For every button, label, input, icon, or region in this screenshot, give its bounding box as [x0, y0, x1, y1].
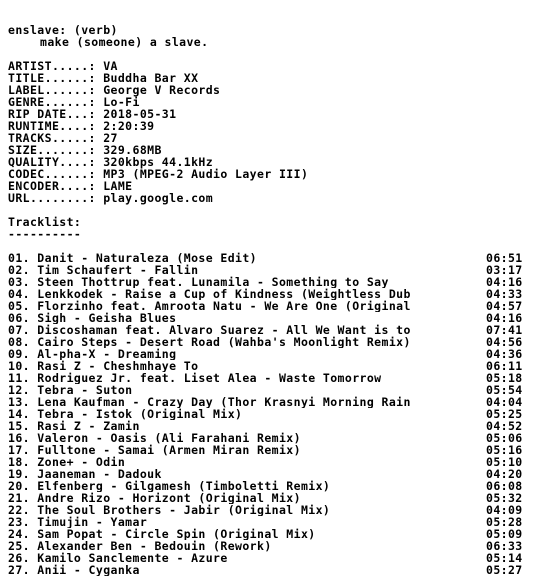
meta-title: TITLE......: Buddha Bar XX [8, 71, 199, 85]
track-row [8, 324, 528, 336]
track-duration: 05:54 [486, 383, 523, 397]
track-duration: 05:32 [486, 491, 523, 505]
track-row [8, 372, 528, 384]
track-row [8, 396, 528, 408]
track-title: 22. The Soul Brothers - Jabir (Original Mix) [8, 504, 331, 516]
track-row [8, 564, 528, 576]
track-title: 19. Jaaneman - Dadouk [8, 468, 162, 480]
track-duration: 05:14 [486, 551, 523, 565]
track-title: 20. Elfenberg - Gilgamesh (Timboletti Remix) [8, 480, 331, 492]
meta-tracks: TRACKS.....: 27 [8, 131, 118, 145]
definition-meaning: make (someone) a slave. [40, 35, 209, 49]
track-title: 04. Lenkkodek - Raise a Cup of Kindness (Weightless Dub [8, 288, 411, 300]
meta-encoder: ENCODER....: LAME [8, 179, 133, 193]
meta-codec: CODEC......: MP3 (MPEG-2 Audio Layer III) [8, 167, 309, 181]
track-title: 16. Valeron - Oasis (Ali Farahani Remix) [8, 432, 301, 444]
track-row [8, 492, 528, 504]
track-title: 02. Tim Schaufert - Fallin [8, 264, 199, 276]
track-title: 05. Florzinho feat. Amroota Natu - We Are One (Original [8, 300, 411, 312]
meta-artist: ARTIST.....: VA [8, 59, 118, 73]
track-title: 01. Danit - Naturaleza (Mose Edit) [8, 252, 258, 264]
track-duration: 04:16 [486, 311, 523, 325]
track-duration: 04:33 [486, 287, 523, 301]
definition-term: enslave: (verb) [8, 23, 118, 37]
track-title: 25. Alexander Ben - Bedouin (Rework) [8, 540, 272, 552]
track-row [8, 408, 528, 420]
track-row [8, 444, 528, 456]
track-duration: 06:51 [486, 251, 523, 265]
track-duration: 06:33 [486, 539, 523, 553]
track-duration: 05:09 [486, 527, 523, 541]
track-title: 11. Rodriguez Jr. feat. Liset Alea - Waste Tomorrow [8, 372, 382, 384]
track-row [8, 456, 528, 468]
track-duration: 04:52 [486, 419, 523, 433]
track-title: 17. Fulltone - Samai (Armen Miran Remix) [8, 444, 301, 456]
track-duration: 04:04 [486, 395, 523, 409]
release-info [8, 60, 536, 204]
track-duration: 05:10 [486, 455, 523, 469]
track-duration: 04:16 [486, 275, 523, 289]
track-duration: 05:06 [486, 431, 523, 445]
track-title: 06. Sigh - Geisha Blues [8, 312, 177, 324]
track-duration: 04:36 [486, 347, 523, 361]
track-row [8, 312, 528, 324]
track-duration: 04:09 [486, 503, 523, 517]
track-row [8, 432, 528, 444]
track-title: 27. Anii - Cyganka [8, 564, 140, 576]
meta-genre: GENRE......: Lo-Fi [8, 95, 140, 109]
meta-size: SIZE.......: 329.68MB [8, 143, 162, 157]
track-title: 14. Tebra - Istok (Original Mix) [8, 408, 243, 420]
track-row [8, 420, 528, 432]
track-title: 15. Rasi Z - Zamin [8, 420, 140, 432]
track-title: 12. Tebra - Suton [8, 384, 133, 396]
tracklist-rule: ---------- [8, 227, 82, 241]
track-row [8, 384, 528, 396]
track-row [8, 468, 528, 480]
track-title: 21. Andre Rizo - Horizont (Original Mix) [8, 492, 301, 504]
track-title: 23. Timujin - Yamar [8, 516, 148, 528]
track-row [8, 300, 528, 312]
track-duration: 04:56 [486, 335, 523, 349]
track-row [8, 552, 528, 564]
track-row [8, 348, 528, 360]
track-duration: 06:11 [486, 359, 523, 373]
track-row [8, 528, 528, 540]
tracklist-heading: Tracklist: [8, 215, 82, 229]
track-duration: 05:27 [486, 563, 523, 577]
track-duration: 03:17 [486, 263, 523, 277]
track-title: 10. Rasi Z - Cheshmhaye To [8, 360, 199, 372]
track-duration: 07:41 [486, 323, 523, 337]
track-row [8, 480, 528, 492]
track-title: 03. Steen Thottrup feat. Lunamila - Something to Say [8, 276, 389, 288]
track-row [8, 288, 528, 300]
track-title: 09. Al-pha-X - Dreaming [8, 348, 177, 360]
meta-runtime: RUNTIME....: 2:20:39 [8, 119, 155, 133]
meta-quality: QUALITY....: 320kbps 44.1kHz [8, 155, 214, 169]
track-title: 18. Zone+ - Odin [8, 456, 126, 468]
track-duration: 05:25 [486, 407, 523, 421]
track-row [8, 276, 528, 288]
meta-label: LABEL......: George V Records [8, 83, 221, 97]
track-title: 07. Discoshaman feat. Alvaro Suarez - All We Want is to [8, 324, 411, 336]
track-row [8, 252, 528, 264]
spacer [8, 240, 536, 252]
track-row [8, 540, 528, 552]
track-row [8, 336, 528, 348]
track-duration: 06:08 [486, 479, 523, 493]
track-row [8, 516, 528, 528]
track-title: 13. Lena Kaufman - Crazy Day (Thor Krasnyi Morning Rain [8, 396, 411, 408]
track-title: 08. Cairo Steps - Desert Road (Wahba's Moonlight Remix) [8, 336, 411, 348]
track-row [8, 504, 528, 516]
track-duration: 05:18 [486, 371, 523, 385]
track-title: 24. Sam Popat - Circle Spin (Original Mix) [8, 528, 316, 540]
track-duration: 05:16 [486, 443, 523, 457]
track-row [8, 264, 528, 276]
meta-url: URL........: play.google.com [8, 191, 214, 205]
track-duration: 04:20 [486, 467, 523, 481]
track-duration: 04:57 [486, 299, 523, 313]
meta-rip-date: RIP DATE...: 2018-05-31 [8, 107, 177, 121]
track-row [8, 360, 528, 372]
spacer [8, 204, 536, 216]
tracklist [8, 252, 536, 576]
track-duration: 05:28 [486, 515, 523, 529]
track-title: 26. Kamilo Sanclemente - Azure [8, 552, 228, 564]
